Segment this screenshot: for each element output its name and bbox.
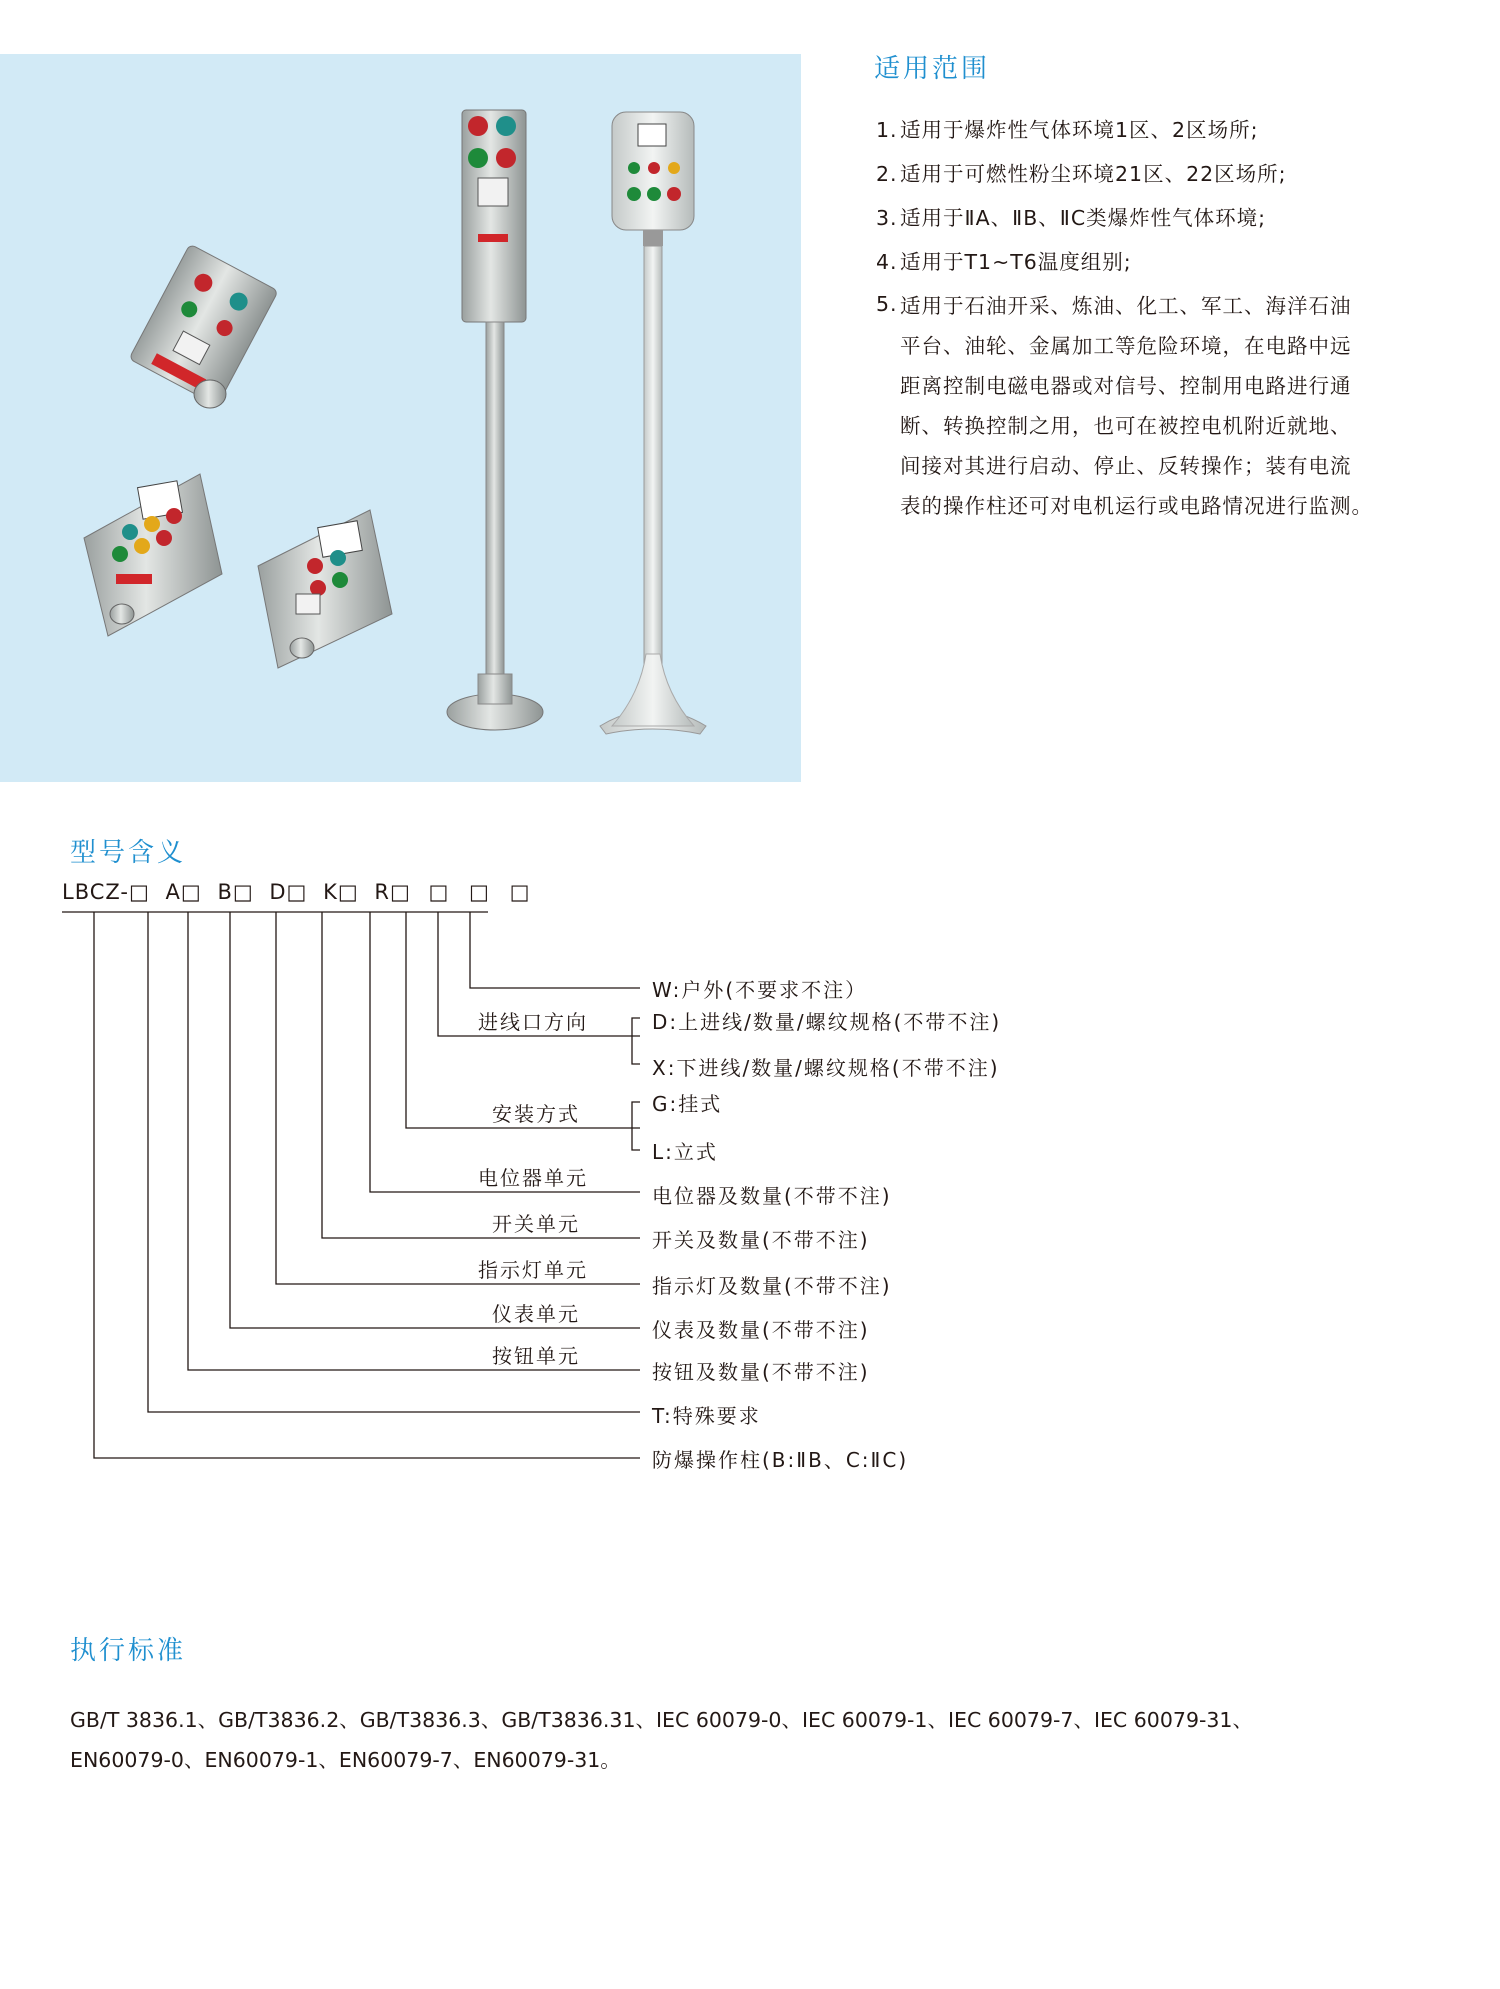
label-potentiometer-unit: 电位器单元 — [478, 1166, 588, 1190]
label-outdoor: W:户外(不要求不注） — [652, 978, 868, 1002]
code-part-b: B□ — [217, 880, 254, 904]
standards-line-2: EN60079-0、EN60079-1、EN60079-7、EN60079-31。 — [70, 1748, 621, 1772]
label-inlet-direction: 进线口方向 — [478, 1010, 588, 1034]
standards-line-1: GB/T 3836.1、GB/T3836.2、GB/T3836.3、GB/T3836.31、IEC 60079-0、IEC 60079-1、IEC 60079-7、IEC 60079-31、 — [70, 1708, 1253, 1732]
code-part-r: R□ — [374, 880, 411, 904]
label-switch: 开关及数量(不带不注) — [652, 1228, 870, 1252]
label-inlet-bottom: X:下进线/数量/螺纹规格(不带不注) — [652, 1056, 1000, 1080]
scope-title: 适用范围 — [874, 54, 991, 84]
standards-title: 执行标准 — [70, 1636, 187, 1666]
control-box-meter-2 — [258, 510, 392, 668]
standards-text — [70, 1700, 1470, 1780]
code-part-inlet: □ — [469, 880, 490, 904]
label-indicator: 指示灯及数量(不带不注) — [652, 1274, 892, 1298]
label-button: 按钮及数量(不带不注) — [652, 1360, 870, 1384]
control-box-meter-1 — [84, 474, 222, 636]
label-install-method: 安装方式 — [492, 1102, 580, 1126]
operation-column-2 — [600, 112, 706, 734]
model-title: 型号含义 — [70, 838, 187, 868]
code-part-install: □ — [428, 880, 450, 904]
label-switch-unit: 开关单元 — [492, 1212, 580, 1236]
product-photo — [0, 54, 801, 782]
scope-list — [876, 108, 1466, 526]
label-explosion-proof: 防爆操作柱(B:ⅡB、C:ⅡC) — [652, 1448, 909, 1472]
label-standing: L:立式 — [652, 1140, 718, 1164]
scope-item-3: 3. 适用于ⅡA、ⅡB、ⅡC类爆炸性气体环境; — [876, 206, 1267, 230]
label-meter: 仪表及数量(不带不注) — [652, 1318, 870, 1342]
label-meter-unit: 仪表单元 — [492, 1302, 580, 1326]
scope-item-1: 1. 适用于爆炸性气体环境1区、2区场所; — [876, 118, 1259, 142]
label-special: T:特殊要求 — [652, 1404, 761, 1428]
code-part-a: A□ — [165, 880, 202, 904]
model-code-diagram — [0, 880, 1100, 1480]
label-potentiometer: 电位器及数量(不带不注) — [652, 1184, 892, 1208]
code-part-outdoor: □ — [509, 880, 531, 904]
label-button-unit: 按钮单元 — [492, 1344, 580, 1368]
product-photo-panel — [0, 54, 801, 782]
scope-item-2: 2. 适用于可燃性粉尘环境21区、22区场所; — [876, 162, 1287, 186]
label-inlet-top: D:上进线/数量/螺纹规格(不带不注) — [652, 1010, 1002, 1034]
code-part-k: K□ — [323, 880, 359, 904]
code-part-prefix: LBCZ-□ — [62, 880, 150, 904]
code-part-d: D□ — [269, 880, 308, 904]
scope-item-4: 4. 适用于T1~T6温度组别; — [876, 250, 1132, 274]
operation-column-1 — [447, 110, 543, 730]
label-indicator-unit: 指示灯单元 — [478, 1258, 588, 1282]
scope-item-5: 5. 适用于石油开采、炼油、化工、军工、海洋石油 平台、油轮、金属加工等危险环境，在电路中远 距离控制电磁电器或对信号、控制用电路进行通 断、转换控制之用，也可在被控电机附近就地、 间接对其进行启动、停止、反转操作；装有电流 表的操作柱还可对电机运行或电路情况进行监测。 — [876, 292, 1373, 518]
label-hanging: G:挂式 — [652, 1092, 723, 1116]
model-code — [62, 880, 530, 904]
